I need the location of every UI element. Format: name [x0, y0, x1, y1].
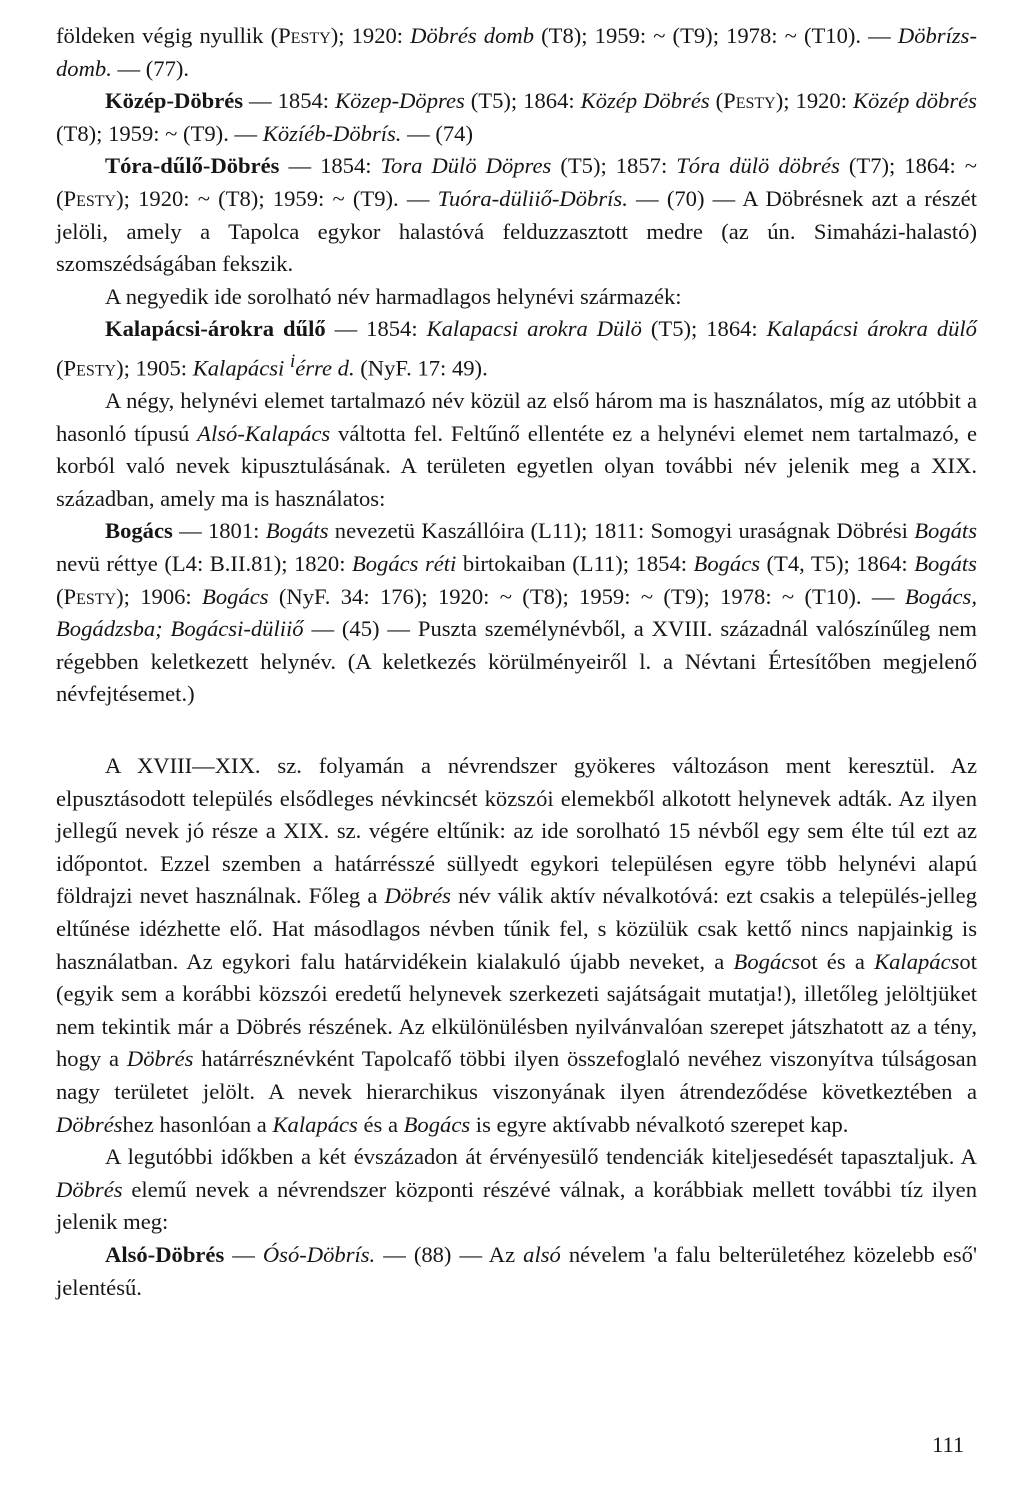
text-run: — (45) — Puszta személynévből, a XVIII. századnál valószínűleg nem régebben keletkezett helynév. (A keletkezés körülményeiről l. a Névtani Értesítőben megjelenő névfejtésemet.): [56, 616, 977, 707]
source-abbreviation: Pesty: [63, 583, 117, 609]
historical-name-form: Tóra dülö döbrés: [676, 153, 840, 179]
entry-headword: Tóra-dűlő-Döbrés: [105, 153, 280, 179]
historical-name-form: Döbrés domb: [410, 23, 535, 48]
text-run: (NyF. 34: 176); 1920: ~ (T8); 1959: ~ (T9); 1978: ~ (T10). —: [268, 583, 905, 609]
document-page: [56, 20, 977, 1304]
name-form: Döbrés: [56, 1176, 123, 1202]
text-run: ); 1920:: [330, 23, 411, 48]
text-run: (T8); 1959: ~ (T9). —: [56, 120, 263, 146]
entry-paragraph: [56, 1239, 977, 1304]
entry-headword: Kalapácsi-árokra dűlő: [105, 316, 326, 342]
historical-name-form: érre d.: [295, 355, 355, 381]
historical-name-form: Bogács: [693, 551, 761, 577]
page-number: 111: [932, 1432, 965, 1457]
text-run: (T4, T5); 1864:: [760, 551, 915, 577]
paragraph: [56, 750, 977, 1141]
paragraph: [56, 20, 977, 85]
text-run: földeken végig nyullik (: [56, 23, 279, 48]
text-run: A legutóbbi időkben a két évszázadon át érvényesülő tendenciák kiteljesedését tapasztaljuk. A: [105, 1144, 977, 1170]
text-run: név válik aktív névalkotóvá: ezt csakis a település-jelleg eltűnése idézhette elő. Hat másodlagos névben tűnik fel, s közülük csak kettő nincs napjainkig is használatban. Az egykori falu határvidékein kialakuló újabb neveket, a: [56, 883, 978, 974]
text-run: birtokaiban (L11); 1854:: [456, 551, 694, 577]
text-run: ); 1905:: [116, 355, 193, 381]
superscript-letter: i: [289, 350, 296, 372]
text-run: (T5); 1857:: [551, 153, 677, 179]
text-run: ot (egyik sem a korábbi közszói eredetű helynevek szerkezeti sajátságait mutatja!), illetőleg jelöltjüket nem tekintik már a Döbrés részének. Az elkülönülésben nyilvánvalóan szerepet játszhatott az a tény, hogy a: [56, 948, 977, 1072]
entry-headword: Közép-Döbrés: [105, 88, 244, 114]
text-run: ); 1920:: [775, 88, 853, 114]
entry-paragraph: [56, 150, 977, 280]
entry-headword: Alsó-Döbrés: [105, 1241, 225, 1267]
paragraph: [56, 1141, 977, 1239]
text-run: (: [56, 583, 64, 609]
text-run: nevü réttye (L4: B.II.81); 1820:: [56, 551, 352, 577]
text-run: — 1854:: [279, 153, 381, 179]
text-run: váltotta fel. Feltűnő ellentéte ez a helynévi elemet nem tartalmazó, e korból való nevek kipusztulásának. A területen egyetlen olyan további név jelenik meg a XIX. században, amely ma is használatos:: [56, 420, 977, 511]
source-abbreviation: Pesty: [63, 185, 117, 211]
dialect-name-form: Közíéb-Döbrís.: [262, 120, 402, 146]
name-form: Döbrés: [384, 883, 451, 909]
source-abbreviation: Pesty: [723, 88, 776, 114]
historical-name-form: Közep-Döpres: [335, 88, 465, 114]
name-form: Alsó-Kalapács: [197, 420, 331, 446]
entry-paragraph: [56, 515, 977, 711]
text-run: A XVIII—XIX. sz. folyamán a névrendszer gyökeres változáson ment keresztül. Az elpusztásodott település elsődleges névkincsét közszói elemekből alkotott helynevek adták. Az ilyen jellegű nevek jó része a XIX. sz. végére eltűnik: az ide sorolható 15 névből egy sem élte túl ezt az időpontot. Ezzel szemben a határrésszé süllyedt egykori településen egyre több helynévi alapú földrajzi nevet használnak. Főleg a: [56, 753, 977, 909]
text-run: elemű nevek a névrendszer központi részévé válnak, a korábbiak mellett további tíz ilyen jelenik meg:: [56, 1176, 977, 1235]
dialect-name-form: Tuóra-düliiő-Döbrís.: [437, 185, 628, 211]
text-run: (NyF. 17: 49).: [354, 355, 488, 381]
name-form: Bogács: [403, 1111, 471, 1137]
text-run: ); 1920: ~ (T8); 1959: ~ (T9). —: [116, 185, 438, 211]
text-run: ); 1906:: [116, 583, 203, 609]
entry-paragraph: [56, 313, 977, 385]
text-run: — (77).: [111, 55, 190, 81]
text-run: — (74): [401, 120, 474, 146]
name-form: Kalapács: [272, 1111, 358, 1137]
dialect-name-form: Döbrízs-domb.: [56, 23, 977, 81]
entry-headword: Bogács: [105, 518, 173, 544]
source-abbreviation: Pesty: [63, 355, 117, 381]
historical-name-form: Kalapacsi arokra Dülö: [426, 316, 642, 342]
historical-name-form: Bogáts: [265, 518, 329, 544]
historical-name-form: Közép Döbrés: [580, 88, 710, 114]
text-run: (T5); 1864:: [641, 316, 767, 342]
text-run: —: [224, 1241, 263, 1267]
name-form: Kalapács: [874, 948, 960, 974]
source-abbreviation: Pesty: [278, 23, 331, 48]
name-form: Döbrés: [56, 1111, 123, 1137]
text-run: — 1854:: [243, 88, 336, 114]
text-run: A négy, helynévi elemet tartalmazó név közül az első három ma is használatos, míg az utóbbit a hasonló típusú: [56, 388, 977, 446]
text-run: — 1854:: [325, 316, 427, 342]
name-form: alsó: [523, 1241, 561, 1267]
text-run: névelem 'a falu belterületéhez közelebb eső' jelentésű.: [56, 1241, 978, 1300]
text-run: — 1801:: [172, 518, 266, 544]
text-run: A negyedik ide sorolható név harmadlagos helynévi származék:: [105, 283, 682, 309]
text-run: nevezetü Kaszállóira (L11); 1811: Somogyi uraságnak Döbrési: [328, 518, 915, 544]
historical-name-form: Bogács: [202, 583, 269, 609]
name-form: Bogács: [733, 948, 801, 974]
historical-name-form: Bogáts: [914, 518, 977, 544]
historical-name-form: Bogács réti: [351, 551, 457, 577]
historical-name-form: Kalapácsi: [192, 355, 290, 381]
historical-name-form: Közép döbrés: [852, 88, 977, 114]
entry-paragraph: [56, 85, 977, 150]
text-run: hez hasonlóan a: [122, 1111, 273, 1137]
text-run: (T7); 1864: ~ (: [56, 153, 977, 211]
historical-name-form: Kalapácsi árokra dülő: [766, 316, 977, 342]
text-run: — (88) — Az: [375, 1241, 524, 1267]
historical-name-form: Bogáts: [914, 551, 977, 577]
text-run: is egyre aktívabb névalkotó szerepet kap.: [470, 1111, 849, 1137]
name-form: Döbrés: [126, 1046, 194, 1072]
text-run: és a: [357, 1111, 404, 1137]
dialect-name-form: Ósó-Döbrís.: [262, 1241, 376, 1267]
historical-name-form: Tora Dülö Döpres: [380, 153, 552, 179]
text-run: (T8); 1959: ~ (T9); 1978: ~ (T10). —: [534, 23, 898, 48]
text-run: határrésznévként Tapolcafő többi ilyen összefoglaló nevéhez viszonyítva túlságosan nagy területet jelölt. A nevek hierarchikus viszonyának ilyen átrendeződése következtében a: [56, 1046, 978, 1104]
text-run: (T5); 1864:: [464, 88, 581, 114]
text-run: — (70) — A Döbrésnek azt a részét jelöli, amely a Tapolca egykor halastóvá felduzzasztott medre (az ún. Simaházi-halastó) szomszédságában fekszik.: [56, 185, 977, 277]
text-run: (: [56, 355, 64, 381]
text-run: (: [709, 88, 724, 114]
text-run: ot és a: [800, 948, 875, 974]
paragraph: [56, 281, 977, 314]
paragraph: [56, 385, 977, 515]
dialect-name-form: Bogács, Bogádzsba; Bogácsi-düliiő: [56, 583, 977, 642]
